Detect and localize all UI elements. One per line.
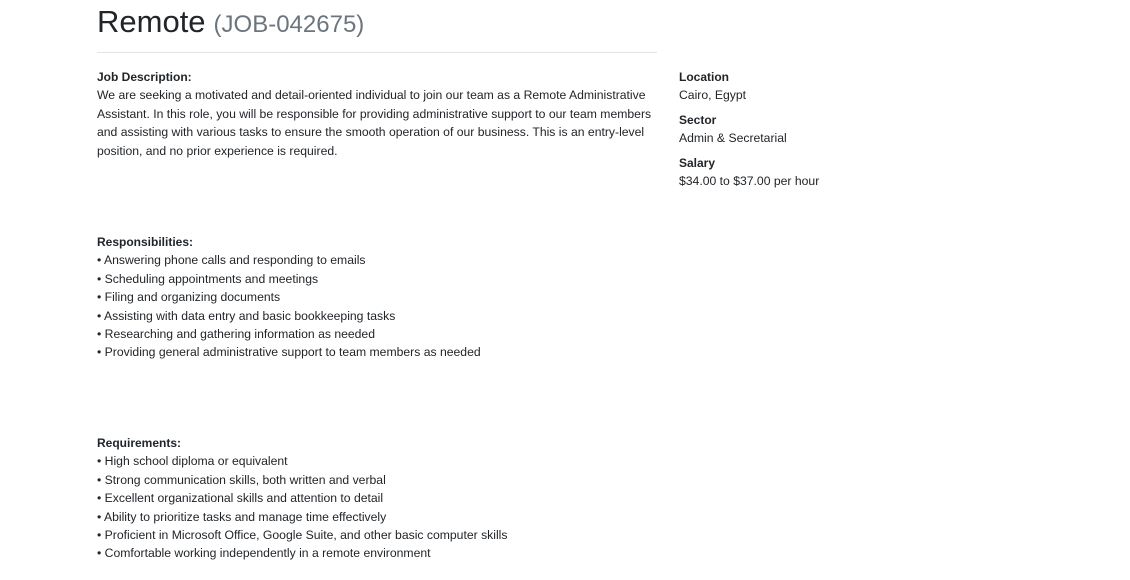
list-item: • Comfortable working independently in a remote environment [97, 546, 431, 561]
location-item [679, 68, 939, 105]
list-item: • Assisting with data entry and basic bookkeeping tasks [97, 308, 396, 323]
sector-label: Sector [679, 112, 717, 127]
requirements-label: Requirements: [97, 436, 182, 450]
salary-label: Salary [679, 155, 716, 170]
job-details-sidebar [679, 68, 939, 196]
list-item: • Ability to prioritize tasks and manage time effectively [97, 509, 387, 524]
job-title-text: Remote [97, 4, 206, 39]
responsibilities-list [97, 251, 657, 361]
list-item: • High school diploma or equivalent [97, 454, 288, 469]
requirements-section [97, 434, 657, 563]
location-value: Cairo, Egypt [679, 88, 747, 103]
salary-value: $34.00 to $37.00 per hour [679, 174, 820, 189]
list-item: • Scheduling appointments and meetings [97, 271, 319, 286]
list-item: • Excellent organizational skills and attention to detail [97, 491, 384, 506]
list-item: • Filing and organizing documents [97, 290, 281, 305]
list-item: • Proficient in Microsoft Office, Google Suite, and other basic computer skills [97, 528, 508, 543]
list-item: • Answering phone calls and responding to emails [97, 253, 366, 268]
salary-item [679, 154, 939, 191]
requirements-list [97, 452, 657, 562]
job-id: (JOB-042675) [213, 11, 365, 38]
job-title [97, 4, 364, 43]
sector-item [679, 111, 939, 148]
job-title-header [97, 0, 657, 53]
list-item: • Researching and gathering information as needed [97, 327, 375, 342]
location-label: Location [679, 70, 729, 84]
list-item: • Providing general administrative support to team members as needed [97, 345, 481, 360]
responsibilities-section [97, 233, 657, 362]
job-description-section [97, 68, 657, 160]
job-description-text: We are seeking a motivated and detail-oriented individual to join our team as a Remote Administrative Assistant. In this role, you will be responsible for providing administrative support to our team members and assisting with various tasks to ensure the smooth operation of our business. This is an entry-level position, and no prior experience is required. [97, 88, 652, 158]
job-description-label: Job Description: [97, 70, 192, 84]
sector-value: Admin & Secretarial [679, 131, 787, 146]
responsibilities-label: Responsibilities: [97, 235, 194, 249]
list-item: • Strong communication skills, both written and verbal [97, 472, 386, 487]
